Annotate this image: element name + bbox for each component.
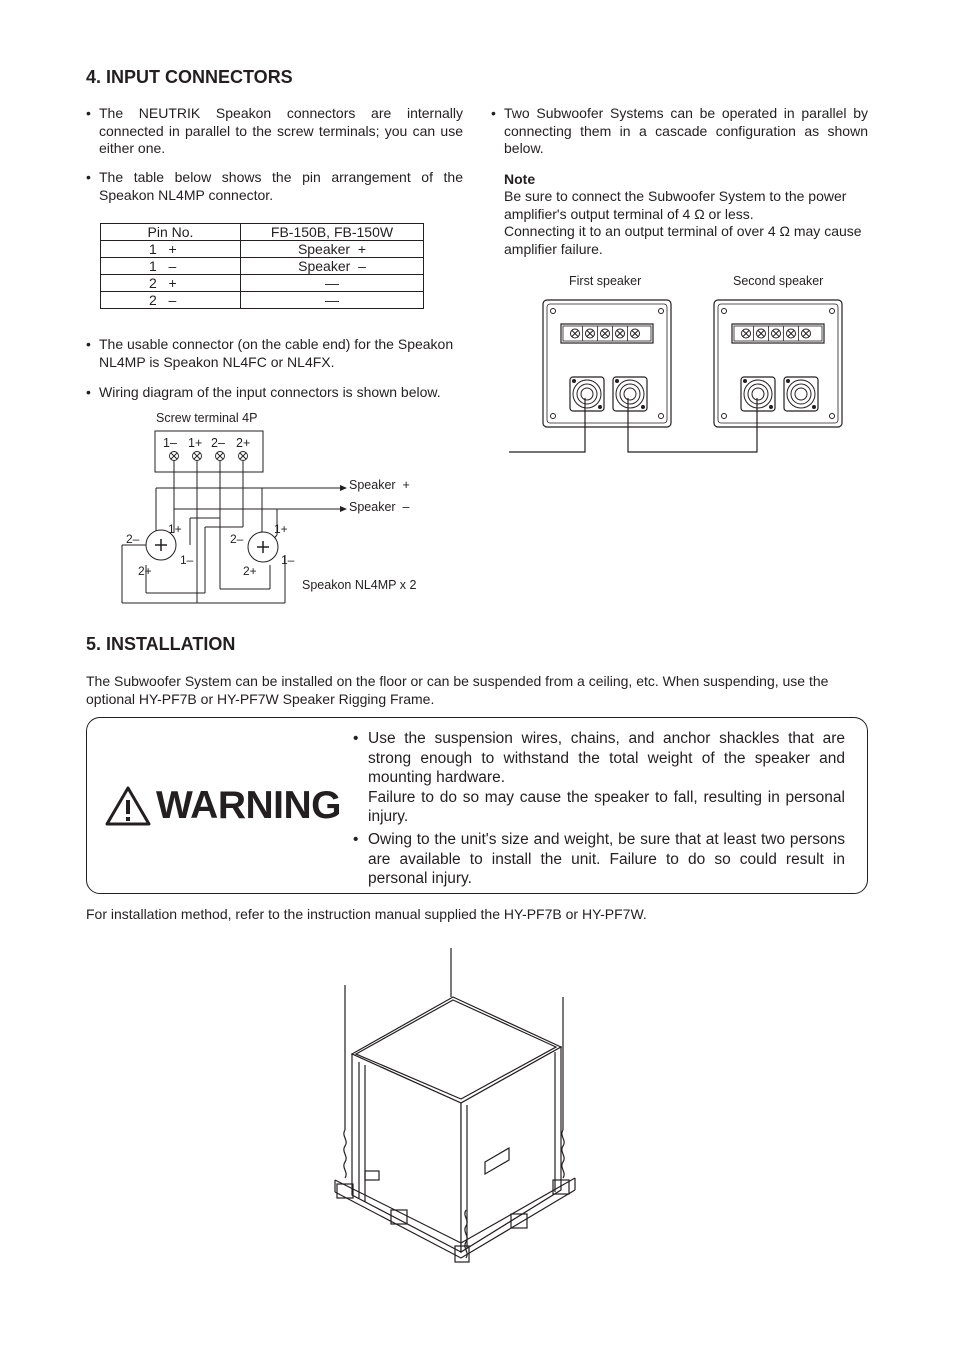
- terminal-screw-icon: [757, 326, 769, 341]
- terminal-pin-label: 2+: [236, 436, 251, 450]
- speakon-socket-icon: [741, 377, 775, 411]
- terminal-screw-icon: [742, 326, 754, 341]
- second-speaker-panel: [714, 300, 842, 427]
- table-cell: —: [241, 275, 424, 292]
- warning-item: • Owing to the unit's size and weight, be sure that at least two persons are available to install the unit. Failure to do so could result in personal injury.: [353, 831, 845, 887]
- pin-arrangement-table: [100, 223, 424, 309]
- screw-icons: [170, 452, 248, 461]
- note-title: Note: [504, 171, 536, 187]
- warning-triangle-icon: [104, 785, 152, 827]
- bullet-wiring-intro: • Wiring diagram of the input connectors is shown below.: [86, 384, 441, 400]
- conn-label: 2+: [243, 564, 257, 578]
- suspended-speaker-illustration: [325, 940, 585, 1280]
- installation-footer-text: For installation method, refer to the instruction manual supplied the HY-PF7B or HY-PF7W.: [86, 906, 647, 922]
- installation-intro: The Subwoofer System can be installed on the floor or can be suspended from a ceiling, etc. When suspending, use the optional HY-PF7B or HY-PF7W Speaker Rigging Frame.: [86, 673, 829, 707]
- terminal-screw-icon: [571, 326, 583, 341]
- bullet-parallel-connectors: • The NEUTRIK Speakon connectors are internally connected in parallel to the screw terminals; you can use either one.: [86, 105, 463, 156]
- section-5-heading: 5. INSTALLATION: [86, 634, 236, 654]
- bullet-cascade: • Two Subwoofer Systems can be operated in parallel by connecting them in a cascade configuration as shown below.: [491, 105, 868, 156]
- bullet-pin-table-intro: • The table below shows the pin arrangement of the Speakon NL4MP connector.: [86, 169, 463, 203]
- warning-heading: [104, 784, 341, 828]
- table-row: [101, 292, 424, 309]
- table-row: [101, 275, 424, 292]
- table-cell: 1 –: [101, 258, 241, 275]
- speakon-socket-icon: [613, 377, 647, 411]
- arrow-speaker-plus: [340, 485, 347, 491]
- arrow-speaker-minus: [340, 506, 347, 512]
- warning-item: • Use the suspension wires, chains, and anchor shackles that are strong enough to withstand the total weight of the speaker and mounting hardware. Failure to do so may cause the speaker to fall, resulting in personal injury.: [353, 730, 845, 825]
- table-cell: Speaker +: [241, 241, 424, 258]
- speaker-minus-label: Speaker –: [349, 500, 410, 514]
- terminal-screw-icon: [631, 329, 640, 338]
- first-speaker-panel: [543, 300, 671, 427]
- table-cell: 2 –: [101, 292, 241, 309]
- speaker-plus-label: Speaker +: [349, 478, 410, 492]
- speakon-connector-right: [248, 532, 278, 562]
- table-cell: 1 +: [101, 241, 241, 258]
- conn-label: 1–: [281, 553, 295, 567]
- cascade-cables: [509, 398, 757, 452]
- table-row: [101, 258, 424, 275]
- bullet-usable-connector: • The usable connector (on the cable end) for the Speakon NL4MP is Speakon NL4FC or NL4FX.: [86, 336, 454, 370]
- table-row: [101, 241, 424, 258]
- speakon-socket-icon: [570, 377, 604, 411]
- note-line-2: Connecting it to an output terminal of over 4 Ω may cause amplifier failure.: [504, 223, 862, 257]
- conn-label: 1+: [274, 522, 288, 536]
- table-cell: —: [241, 292, 424, 309]
- terminal-screw-icon: [772, 326, 784, 341]
- conn-label: 1–: [180, 553, 194, 567]
- section-4-heading: 4. INPUT CONNECTORS: [86, 67, 293, 87]
- terminal-label: Screw terminal 4P: [156, 411, 258, 425]
- conn-label: 2–: [230, 532, 244, 546]
- first-speaker-label: First speaker: [569, 274, 642, 288]
- terminal-screw-icon: [586, 326, 598, 341]
- table-header-row: [101, 224, 424, 241]
- terminal-pin-label: 2–: [211, 436, 225, 450]
- wiring-diagram: [110, 405, 440, 610]
- conn-label: 2–: [126, 532, 140, 546]
- speakon-socket-icon: [784, 377, 818, 411]
- table-header-cell: Pin No.: [101, 224, 241, 241]
- terminal-pin-label: 1+: [188, 436, 203, 450]
- terminal-screw-icon: [787, 326, 799, 341]
- conn-label: 2+: [138, 564, 152, 578]
- second-speaker-label: Second speaker: [733, 274, 824, 288]
- cascade-diagram: [505, 268, 850, 458]
- terminal-screw-icon: [601, 326, 613, 341]
- conn-label: 1+: [168, 522, 182, 536]
- table-cell: Speaker –: [241, 258, 424, 275]
- terminal-pin-label: 1–: [163, 436, 177, 450]
- note-line-1: Be sure to connect the Subwoofer System to the power amplifier's output terminal of 4 Ω or less.: [504, 188, 847, 222]
- table-cell: 2 +: [101, 275, 241, 292]
- table-header-cell: FB-150B, FB-150W: [241, 224, 424, 241]
- terminal-screw-icon: [802, 329, 811, 338]
- connector-label: Speakon NL4MP x 2: [302, 578, 417, 592]
- terminal-screw-icon: [616, 326, 628, 341]
- warning-title: WARNING: [156, 784, 341, 827]
